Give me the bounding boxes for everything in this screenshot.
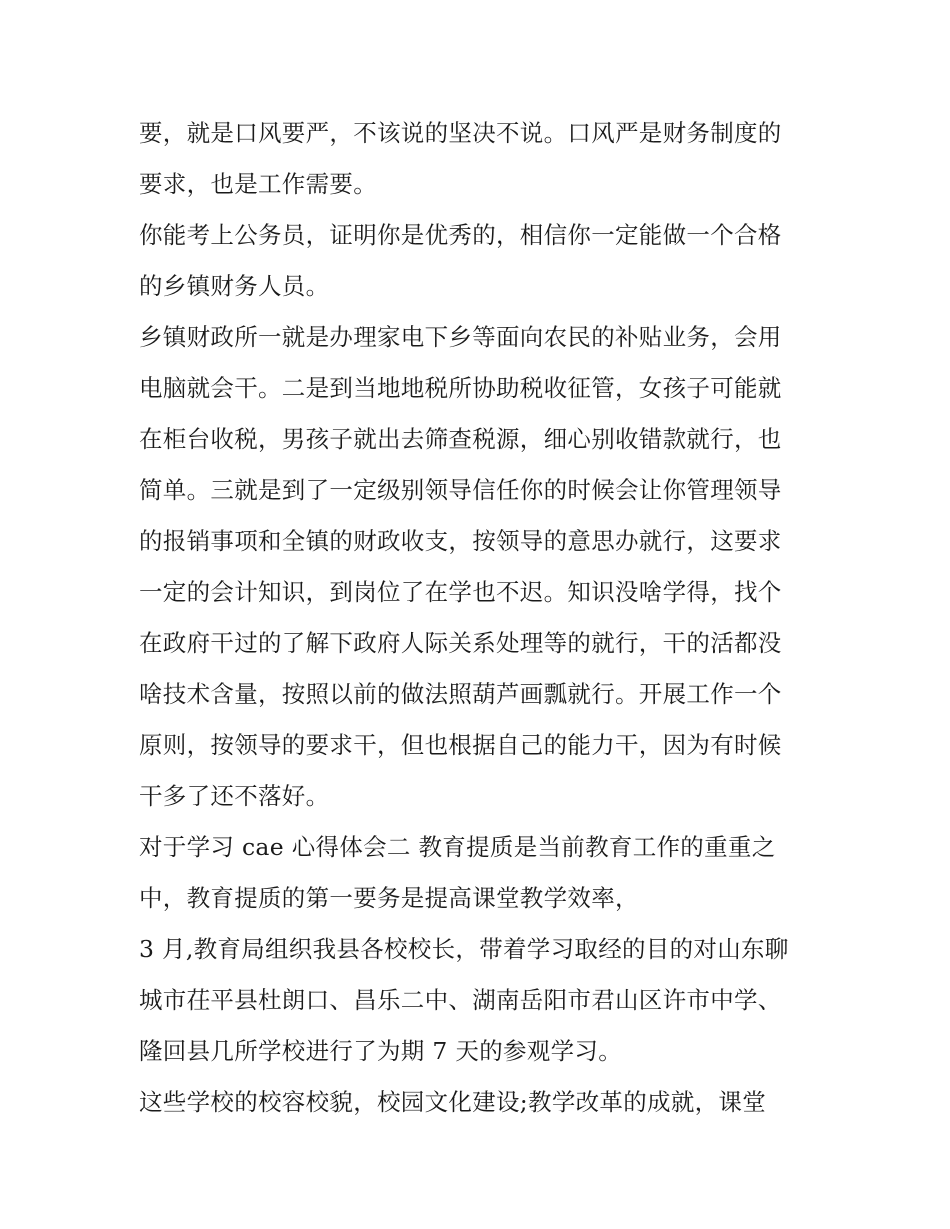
text-line: 乡镇财政所一就是办理家电下乡等面向农民的补贴业务，会用 xyxy=(139,323,782,351)
text-line: 在政府干过的了解下政府人际关系处理等的就行，干的活都没 xyxy=(139,629,782,657)
text-line: 的乡镇财务人员。 xyxy=(139,272,330,300)
text-line: 啥技术含量，按照以前的做法照葫芦画瓢就行。开展工作一个 xyxy=(139,680,782,708)
document-body xyxy=(139,108,829,1128)
text-line: 隆回县几所学校进行了为期 7 天的参观学习。 xyxy=(139,1037,622,1065)
text-line: 简单。三就是到了一定级别领导信任你的时候会让你管理领导 xyxy=(139,476,782,504)
text-line: 对于学习 cae 心得体会二 教育提质是当前教育工作的重重之 xyxy=(139,833,776,861)
text-line: 中，教育提质的第一要务是提高课堂教学效率， xyxy=(139,884,639,912)
text-line: 城市茌平县杜朗口、昌乐二中、湖南岳阳市君山区许市中学、 xyxy=(139,986,782,1014)
text-line: 原则，按领导的要求干，但也根据自己的能力干，因为有时候 xyxy=(139,731,782,759)
text-line: 3 月,教育局组织我县各校校长，带着学习取经的目的对山东聊 xyxy=(139,935,789,963)
text-line: 你能考上公务员，证明你是优秀的，相信你一定能做一个合格 xyxy=(139,221,782,249)
text-line: 干多了还不落好。 xyxy=(139,782,330,810)
text-line: 在柜台收税，男孩子就出去筛查税源，细心别收错款就行，也 xyxy=(139,425,782,453)
text-line: 电脑就会干。二是到当地地税所协助税收征管，女孩子可能就 xyxy=(139,374,782,402)
text-line: 要求，也是工作需要。 xyxy=(139,170,377,198)
text-line: 一定的会计知识，到岗位了在学也不迟。知识没啥学得，找个 xyxy=(139,578,782,606)
text-line: 要，就是口风要严，不该说的坚决不说。口风严是财务制度的 xyxy=(139,119,782,147)
text-line: 这些学校的校容校貌，校园文化建设;教学改革的成就，课堂 xyxy=(139,1088,767,1116)
text-line: 的报销事项和全镇的财政收支，按领导的意思办就行，这要求 xyxy=(139,527,782,555)
